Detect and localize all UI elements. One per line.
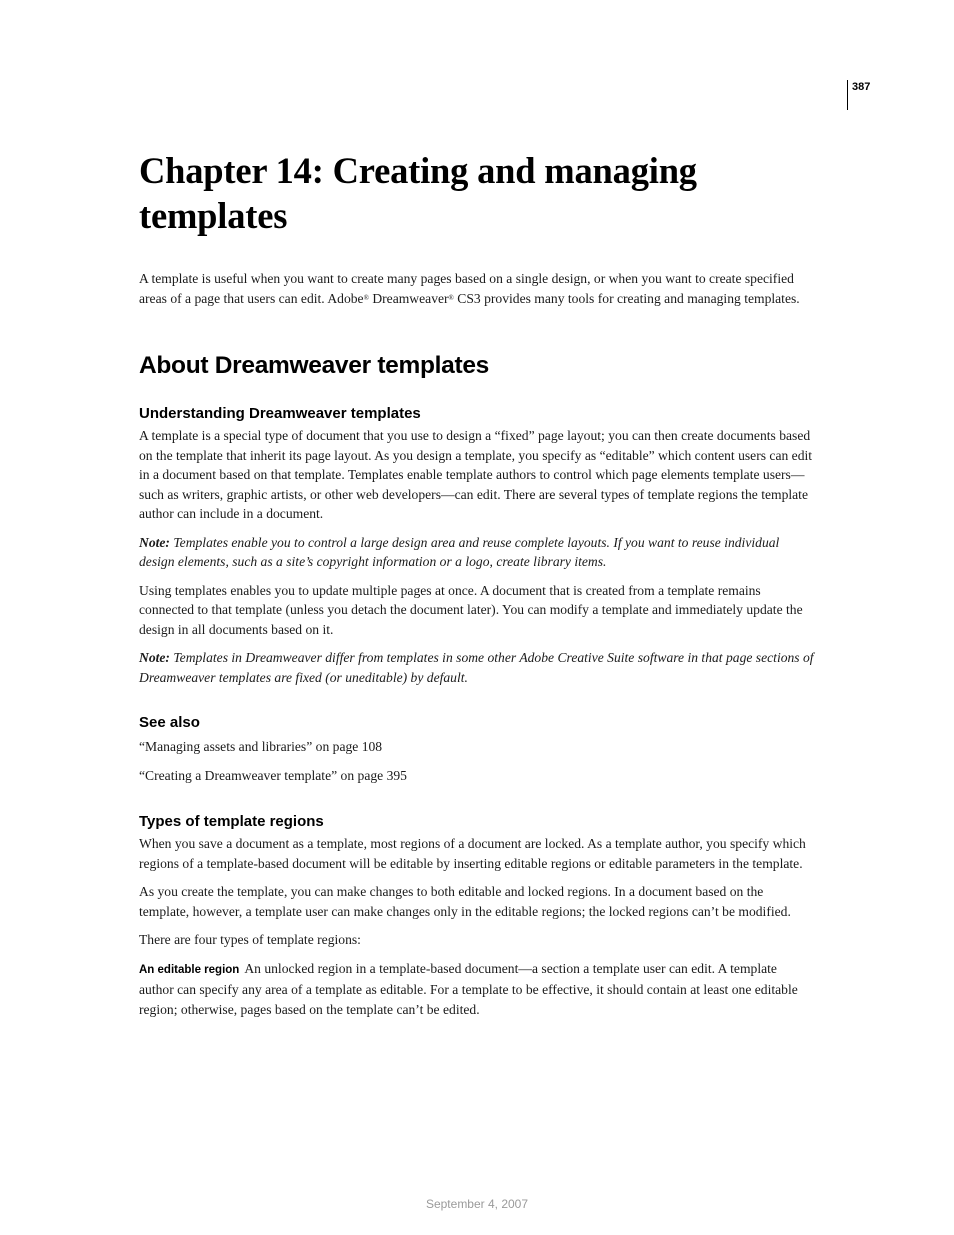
term-editable-region-text: An unlocked region in a template-based document—a section a template user can edit. A template author can specify any area of a template as editable. For a template to be effective, it should contain at least one editable region; otherwise, pages based on the template can’t be edited. xyxy=(139,960,798,1017)
registered-mark-2: ® xyxy=(448,293,454,302)
definition-editable-region xyxy=(139,959,815,1020)
understanding-paragraph-1: A template is a special type of document that you use to design a “fixed” page layout; you can then create documents based on the template that inherit its page layout. As you design a template, you specify as “editable” which content users can edit in a document based on that template. Templates enable template authors to control which page elements template users—such as writers, graphic artists, or other web developers—can edit. There are several types of template regions the template author can include in a document. xyxy=(139,428,813,521)
note-1 xyxy=(139,533,815,572)
note-2-label: Note: xyxy=(139,650,170,665)
intro-text-c: CS3 provides many tools for creating and managing templates. xyxy=(453,290,800,306)
footer-date: September 4, 2007 xyxy=(425,1197,529,1211)
page-number-rule xyxy=(847,80,848,110)
types-paragraph-2: As you create the template, you can make changes to both editable and locked regions. In a document based on the template, however, a template user can make changes only in the editable regions; the locked regions can’t be modified. xyxy=(139,884,791,919)
types-paragraph-3: There are four types of template regions: xyxy=(139,932,361,947)
types-paragraph-1: When you save a document as a template, most regions of a document are locked. As a template author, you specify which regions of a template-based document will be editable by inserting editable regions or editable parameters in the template. xyxy=(139,836,806,871)
see-also-heading: See also xyxy=(139,714,200,731)
understanding-paragraph-2: Using templates enables you to update multiple pages at once. A document that is created from a template remains connected to that template (unless you detach the document later). You can modify a template and immediately update the design in all documents based on it. xyxy=(139,582,803,637)
note-2 xyxy=(139,648,815,687)
chapter-title: Chapter 14: Creating and managing templates xyxy=(139,150,697,236)
understanding-heading: Understanding Dreamweaver templates xyxy=(139,405,421,422)
term-editable-region: An editable region xyxy=(139,963,240,976)
see-also-link-1[interactable]: “Managing assets and libraries” on page 108 xyxy=(139,739,383,754)
section-heading: About Dreamweaver templates xyxy=(139,352,489,379)
registered-mark-1: ® xyxy=(363,293,369,302)
page-number: 387 xyxy=(852,81,871,93)
note-1-label: Note: xyxy=(139,534,170,550)
page-content xyxy=(139,148,815,1019)
intro-paragraph xyxy=(139,269,815,308)
see-also-link-2[interactable]: “Creating a Dreamweaver template” on page 395 xyxy=(139,767,407,783)
note-1-text: Templates enable you to control a large design area and reuse complete layouts. If you want to reuse individual design elements, such as a site’s copyright information or a logo, create library items. xyxy=(139,534,780,569)
intro-text-a: A template is useful when you want to create many pages based on a single design, or when you want to create specified areas of a page that users can edit. Adobe xyxy=(139,271,794,306)
intro-text-b: Dreamweaver xyxy=(368,290,449,306)
types-heading: Types of template regions xyxy=(139,813,324,830)
note-2-text: Templates in Dreamweaver differ from templates in some other Adobe Creative Suite software in that page sections of Dreamweaver templates are fixed (or uneditable) by default. xyxy=(139,650,814,685)
